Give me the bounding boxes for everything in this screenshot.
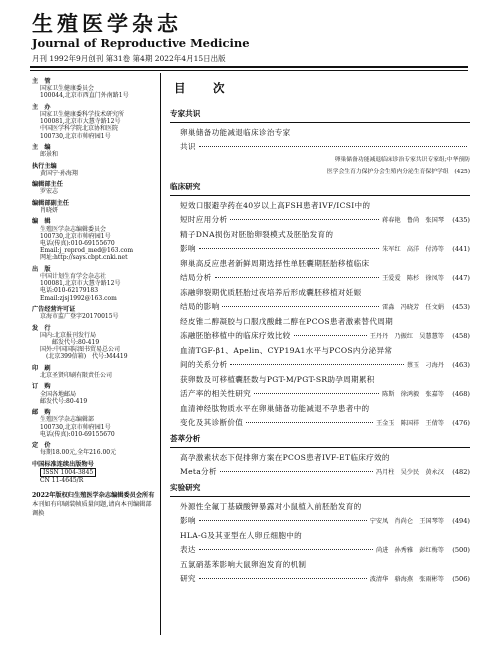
article-last-line[interactable] bbox=[180, 300, 470, 314]
info-line: 肖晓妍 bbox=[40, 206, 59, 214]
info-line: 国外:中国国际图书贸易总公司 bbox=[40, 346, 121, 354]
article-last-line[interactable] bbox=[180, 213, 470, 227]
info-line: 电话(传真):010-69155670 bbox=[40, 239, 115, 247]
toc-section-heading: 临床研究 bbox=[170, 182, 201, 191]
header-rule-thin bbox=[30, 70, 468, 71]
article-title-end[interactable]: 短时应用分析 bbox=[180, 215, 228, 224]
dot-leader bbox=[254, 393, 379, 394]
article-title-line[interactable]: 五氯硝基苯影响大鼠卵泡发育的机制 bbox=[180, 560, 307, 569]
info-line: 100081,北京市大慧寺路12号 bbox=[40, 280, 121, 288]
article-title-line[interactable]: 经皮锥二醇凝胶与口服戊酸雌二醇在PCOS患者激素替代周期 bbox=[180, 317, 393, 326]
page-number: (463) bbox=[452, 361, 470, 369]
info-heading: 编辑部主任 bbox=[32, 181, 63, 189]
header-rule-thick bbox=[30, 66, 468, 68]
toc-entry[interactable] bbox=[180, 373, 470, 401]
info-line: 邮发代号:80-419 bbox=[40, 397, 88, 405]
article-title-end[interactable]: 影响 bbox=[180, 244, 196, 253]
info-line: 电话(传真):010-69155670 bbox=[40, 430, 115, 438]
article-authors: 宁安凤 肖尚仑 王国琴等 bbox=[369, 518, 444, 525]
article-title-line[interactable]: 卵巢高反应患者新鲜周期选择性单胚囊期胚胎移植临床 bbox=[180, 259, 370, 268]
info-heading: 编辑部副主任 bbox=[32, 199, 70, 207]
page-number: (476) bbox=[452, 419, 470, 427]
article-authors: 王丹丹 乃振红 吴慧慧等 bbox=[369, 333, 444, 340]
article-title-end[interactable]: 表达 bbox=[180, 545, 196, 554]
consensus-group-line: 卵巢储备功能减退临床诊治专家共识专家组;中华预防 bbox=[334, 157, 470, 163]
article-authors: 波清华 骆海燕 张雨彬等 bbox=[369, 576, 444, 583]
article-title-line[interactable]: 外源性全氟丁基磺酸钾暴露对小鼠植入前胚胎发育的 bbox=[180, 502, 362, 511]
info-line: 邮发代号:80-419 bbox=[40, 338, 100, 346]
section-rule bbox=[170, 496, 470, 497]
article-title-line[interactable]: HLA-G及其亚型在人卵丘细胞中的 bbox=[180, 531, 303, 540]
dot-leader bbox=[199, 146, 467, 147]
column-divider bbox=[160, 73, 161, 635]
article-title-end[interactable]: 结局的影响 bbox=[180, 302, 220, 311]
info-heading: 发 行 bbox=[32, 324, 51, 332]
article-last-line[interactable] bbox=[180, 543, 470, 557]
toc-entry[interactable] bbox=[180, 228, 470, 256]
article-title-end[interactable]: 结局分析 bbox=[180, 273, 212, 282]
article-authors: 王爱爱 陈杉 徐凤等 bbox=[382, 275, 444, 282]
info-line: 国家卫生健康委员会 bbox=[40, 85, 95, 93]
info-line: 每期18.00元,全年216.00元 bbox=[40, 449, 117, 457]
info-line: 罗宏志 bbox=[40, 188, 59, 196]
table-of-contents bbox=[170, 80, 470, 587]
article-authors: 雷淼 冯晓芳 任文娟 bbox=[382, 304, 444, 311]
info-line: 黄国宁·孙海翔 bbox=[40, 169, 78, 177]
dot-leader bbox=[199, 520, 367, 521]
info-line: 100044,北京市西直门外南路1号 bbox=[40, 92, 129, 100]
article-authors: 冯月柱 吴少民 黄永汉 bbox=[375, 469, 444, 476]
info-line: 生殖医学杂志编辑委员会 bbox=[40, 225, 107, 233]
info-heading: 邮 购 bbox=[32, 409, 51, 417]
info-line: 中国计划生育学会杂志社 bbox=[40, 272, 107, 280]
article-title-line[interactable]: 获卵数及可移植囊胚数与PGT-M/PGT-SR助孕周期累积 bbox=[180, 375, 375, 384]
info-block bbox=[32, 325, 156, 361]
article-title-line[interactable]: 卵巢储备功能减退临床诊治专家 bbox=[180, 128, 291, 137]
toc-entry[interactable] bbox=[180, 257, 470, 285]
article-last-line[interactable] bbox=[180, 271, 470, 285]
dot-leader bbox=[230, 364, 404, 365]
info-heading: 主 办 bbox=[32, 103, 51, 111]
info-line: 100730,北京市帅府园1号 bbox=[40, 232, 111, 240]
article-title-end[interactable]: Meta分析 bbox=[180, 467, 217, 476]
article-title-end[interactable]: 影响 bbox=[180, 516, 196, 525]
page-number: (482) bbox=[452, 468, 470, 476]
article-last-line[interactable] bbox=[180, 242, 470, 256]
article-title-end[interactable]: 活产率的相关性研究 bbox=[180, 389, 252, 398]
article-title-line[interactable]: 短效口服避孕药在40岁以上高FSH患者IVF/ICSI中的 bbox=[180, 201, 371, 210]
info-block bbox=[32, 365, 156, 379]
article-last-line[interactable] bbox=[180, 416, 470, 430]
info-block bbox=[32, 78, 156, 100]
page-number: (441) bbox=[452, 245, 470, 253]
copyright-note: 2022年版权归生殖医学杂志编辑委员会所有 bbox=[32, 492, 155, 500]
page-number: (494) bbox=[452, 517, 470, 525]
info-line: 京海市监广登字20170015号 bbox=[40, 313, 119, 321]
page-number: (453) bbox=[452, 303, 470, 311]
info-line: 100730,北京市帅府园1号 bbox=[40, 423, 111, 431]
info-heading: 订 购 bbox=[32, 383, 51, 391]
article-title-line[interactable]: 冻融卵裂期优质胚胎过夜培养后形成囊胚移植对妊娠 bbox=[180, 288, 362, 297]
info-block bbox=[32, 461, 156, 485]
info-block bbox=[32, 218, 156, 261]
article-authors: 蔡玉 刁海丹 bbox=[406, 362, 444, 369]
article-last-line[interactable] bbox=[180, 329, 470, 343]
dot-leader bbox=[199, 248, 379, 249]
article-title-end[interactable]: 变化及其诊断价值 bbox=[180, 418, 244, 427]
publication-info-column bbox=[32, 78, 156, 519]
info-heading: 出 版 bbox=[32, 265, 51, 273]
article-title-end[interactable]: 冻融胚胎移植中的临床疗效比较 bbox=[180, 331, 291, 340]
info-line: 中国医学科学院北京协和医院 bbox=[40, 125, 119, 133]
info-line: 全国各地邮局 bbox=[40, 390, 77, 398]
issn-number: ISSN 1004-3845 bbox=[40, 468, 96, 477]
toc-title: 目 次 bbox=[174, 81, 233, 95]
dot-leader bbox=[294, 335, 367, 336]
info-block bbox=[32, 163, 156, 177]
info-line: 郎景和 bbox=[40, 151, 59, 159]
article-title-line[interactable]: 高孕激素状态下促排卵方案在PCOS患者IVF-ET临床疗效的 bbox=[180, 453, 390, 462]
info-block bbox=[32, 409, 156, 438]
toc-entry[interactable] bbox=[180, 558, 470, 586]
info-heading: 印 刷 bbox=[32, 364, 51, 372]
dot-leader bbox=[199, 549, 373, 550]
toc-entry[interactable] bbox=[180, 315, 470, 343]
article-last-line[interactable] bbox=[180, 140, 470, 154]
toc-entry[interactable] bbox=[180, 451, 470, 479]
info-block bbox=[32, 104, 156, 140]
info-line: 100081,北京市大慧寺路12号 bbox=[40, 118, 121, 126]
article-last-line[interactable] bbox=[180, 387, 470, 401]
article-authors: 王金玉 陈国祥 王倩等 bbox=[375, 420, 444, 427]
toc-entry[interactable] bbox=[180, 199, 470, 227]
toc-entry[interactable] bbox=[180, 402, 470, 430]
info-line: CN 11-4645/R bbox=[40, 477, 84, 485]
toc-entry[interactable] bbox=[180, 286, 470, 314]
info-line: 国内:北京报刊发行局 bbox=[40, 331, 97, 339]
info-block bbox=[32, 266, 156, 302]
article-authors: 蒋春艳 鲁尚 张国琴 bbox=[382, 217, 444, 224]
consensus-group-line: 医学会生育力保护分会生殖内分泌生育保护学组 (425) bbox=[326, 169, 470, 175]
article-title-line[interactable]: 血清神经肽物质水平在卵巢储备功能减退不孕患者中的 bbox=[180, 404, 370, 413]
copyright-note: 本刊如有印刷装帧质量问题,请向本刊编辑部调换 bbox=[32, 501, 152, 517]
info-block bbox=[32, 383, 156, 405]
toc-section-heading: 专家共识 bbox=[170, 109, 201, 118]
article-title-line[interactable]: 精子DNA损伤对胚胎卵裂模式及胚胎发育的 bbox=[180, 230, 334, 239]
section-rule bbox=[170, 122, 470, 123]
article-title-end[interactable]: 间的关系分析 bbox=[180, 360, 228, 369]
section-rule bbox=[170, 195, 470, 196]
info-line: 电话:010-62179183 bbox=[40, 287, 99, 295]
info-block bbox=[32, 200, 156, 214]
article-title-line[interactable]: 血清TGF-β1、Apelin、CYP19A1水平与PCOS内分泌异常 bbox=[180, 346, 393, 355]
toc-section-heading: 实验研究 bbox=[170, 483, 201, 492]
info-heading: 主 编 bbox=[32, 144, 51, 151]
toc-entry[interactable] bbox=[180, 126, 470, 178]
info-block bbox=[32, 306, 156, 320]
info-line: Email:j_reprod_med@163.com bbox=[40, 247, 134, 255]
toc-entry[interactable] bbox=[180, 529, 470, 557]
info-heading: 定 价 bbox=[32, 442, 51, 450]
info-block bbox=[32, 144, 156, 158]
info-line: 生殖医学杂志编辑部 bbox=[40, 416, 95, 424]
info-line: 北京圣贤印刷有限责任公司 bbox=[40, 371, 113, 379]
page-number: (458) bbox=[452, 332, 470, 340]
journal-title-en: Journal of Reproductive Medicine bbox=[32, 36, 250, 50]
info-line: 100730,北京市帅府园1号 bbox=[40, 132, 111, 140]
info-heading: 编 辑 bbox=[32, 218, 51, 226]
page-number: (435) bbox=[452, 216, 470, 224]
info-block bbox=[32, 181, 156, 195]
section-rule bbox=[170, 447, 470, 448]
info-line: Email:zjsj1992@163.com bbox=[40, 294, 117, 302]
article-authors: 陈斯 徐鸿毅 张嘉等 bbox=[382, 391, 444, 398]
toc-section-heading: 荟萃分析 bbox=[170, 434, 201, 443]
info-block bbox=[32, 442, 156, 456]
info-heading: 执行主编 bbox=[32, 162, 57, 170]
issue-info: 月刊 1992年9月创刊 第31卷 第4期 2022年4月15日出版 bbox=[32, 54, 226, 63]
article-last-line[interactable] bbox=[180, 358, 470, 372]
toc-entry[interactable] bbox=[180, 500, 470, 528]
info-line: (北京399信箱) 代号:M4419 bbox=[40, 353, 128, 361]
dot-leader bbox=[220, 471, 373, 472]
page-number: (468) bbox=[452, 390, 470, 398]
page-number: (506) bbox=[452, 575, 470, 583]
article-last-line[interactable] bbox=[180, 465, 470, 479]
article-last-line[interactable] bbox=[180, 572, 470, 586]
dot-leader bbox=[215, 277, 380, 278]
article-authors: 朱军红 高洋 付涛等 bbox=[382, 246, 444, 253]
info-line: 网址:http://says.cbpt.cnki.net bbox=[40, 254, 128, 262]
info-heading: 中国标准连续出版物号 bbox=[32, 460, 94, 468]
info-heading: 广告经营许可证 bbox=[32, 305, 76, 313]
journal-title-cn: 生殖医学杂志 bbox=[32, 11, 182, 36]
article-title-end[interactable]: 共识 bbox=[180, 142, 196, 151]
dot-leader bbox=[222, 306, 379, 307]
article-authors: 尚进 孙秀雅 彭红梅等 bbox=[375, 547, 444, 554]
dot-leader bbox=[230, 219, 379, 220]
article-title-end[interactable]: 研究 bbox=[180, 574, 196, 583]
info-line bbox=[32, 468, 156, 477]
toc-entry[interactable] bbox=[180, 344, 470, 372]
page-number: (447) bbox=[452, 274, 470, 282]
info-line: 国家卫生健康委科学技术研究所 bbox=[40, 111, 125, 118]
info-heading: 主 管 bbox=[32, 78, 51, 85]
article-last-line[interactable] bbox=[180, 514, 470, 528]
dot-leader bbox=[246, 422, 373, 423]
dot-leader bbox=[199, 578, 367, 579]
page-number: (500) bbox=[452, 546, 470, 554]
